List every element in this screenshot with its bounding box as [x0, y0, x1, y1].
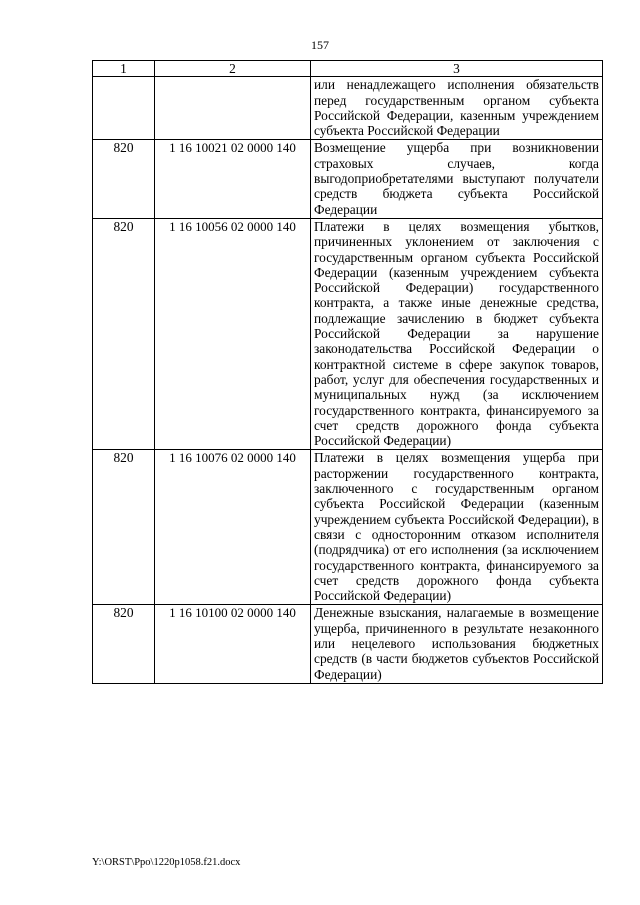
- page-number: 157: [311, 38, 329, 52]
- header-col-1: 1: [93, 61, 155, 77]
- budget-codes-table: [92, 60, 603, 684]
- footer-file-path: Y:\ORST\Ppo\1220p1058.f21.docx: [92, 857, 241, 868]
- description-cell: Платежи в целях возмещения ущерба при расторжении государственного контракта, заключенного с государственным органом субъекта Российской Федерации (казенным учреждением субъекта Российской Федерации), в связи с односторонним отказом исполнителя (подрядчика) от его исполнения (за исключением государственного контракта, финансируемого за счет средств дорожного фонда субъекта Российской Федерации): [311, 450, 603, 605]
- table-row: [93, 218, 603, 449]
- description-cell: Платежи в целях возмещения убытков, причиненных уклонением от заключения с государственным органом субъекта Российской Федерации (казенным учреждением субъекта Российской Федерации) государственного контракта, а также иные денежные средства, подлежащие зачислению в бюджет субъекта Российской Федерации за нарушение законодательства Российской Федерации о контрактной системе в сфере закупок товаров, работ, услуг для обеспечения государственных и муниципальных нужд (за исключением государственного контракта, финансируемого за счет средств дорожного фонда субъекта Российской Федерации): [311, 218, 603, 449]
- header-col-3: 3: [311, 61, 603, 77]
- kbk-code-cell: [155, 77, 311, 140]
- table-row: [93, 605, 603, 683]
- kbk-code-cell: 1 16 10021 02 0000 140: [155, 140, 311, 218]
- admin-code-cell: [93, 77, 155, 140]
- table-row: [93, 77, 603, 140]
- admin-code-cell: 820: [93, 140, 155, 218]
- table-row: [93, 140, 603, 218]
- description-cell: Денежные взыскания, налагаемые в возмещение ущерба, причиненного в результате незаконного или нецелевого использования бюджетных средств (в части бюджетов субъектов Российской Федерации): [311, 605, 603, 683]
- admin-code-cell: 820: [93, 450, 155, 605]
- description-cell: Возмещение ущерба при возникновении страховых случаев, когда выгодоприобретателями выступают получатели средств бюджета субъекта Российской Федерации: [311, 140, 603, 218]
- kbk-code-cell: 1 16 10076 02 0000 140: [155, 450, 311, 605]
- table-header-row: [93, 61, 603, 77]
- kbk-code-cell: 1 16 10100 02 0000 140: [155, 605, 311, 683]
- header-col-2: 2: [155, 61, 311, 77]
- admin-code-cell: 820: [93, 605, 155, 683]
- table-row: [93, 450, 603, 605]
- description-cell: или ненадлежащего исполнения обязательств перед государственным органом субъекта Российской Федерации, казенным учреждением субъекта Российской Федерации: [311, 77, 603, 140]
- admin-code-cell: 820: [93, 218, 155, 449]
- kbk-code-cell: 1 16 10056 02 0000 140: [155, 218, 311, 449]
